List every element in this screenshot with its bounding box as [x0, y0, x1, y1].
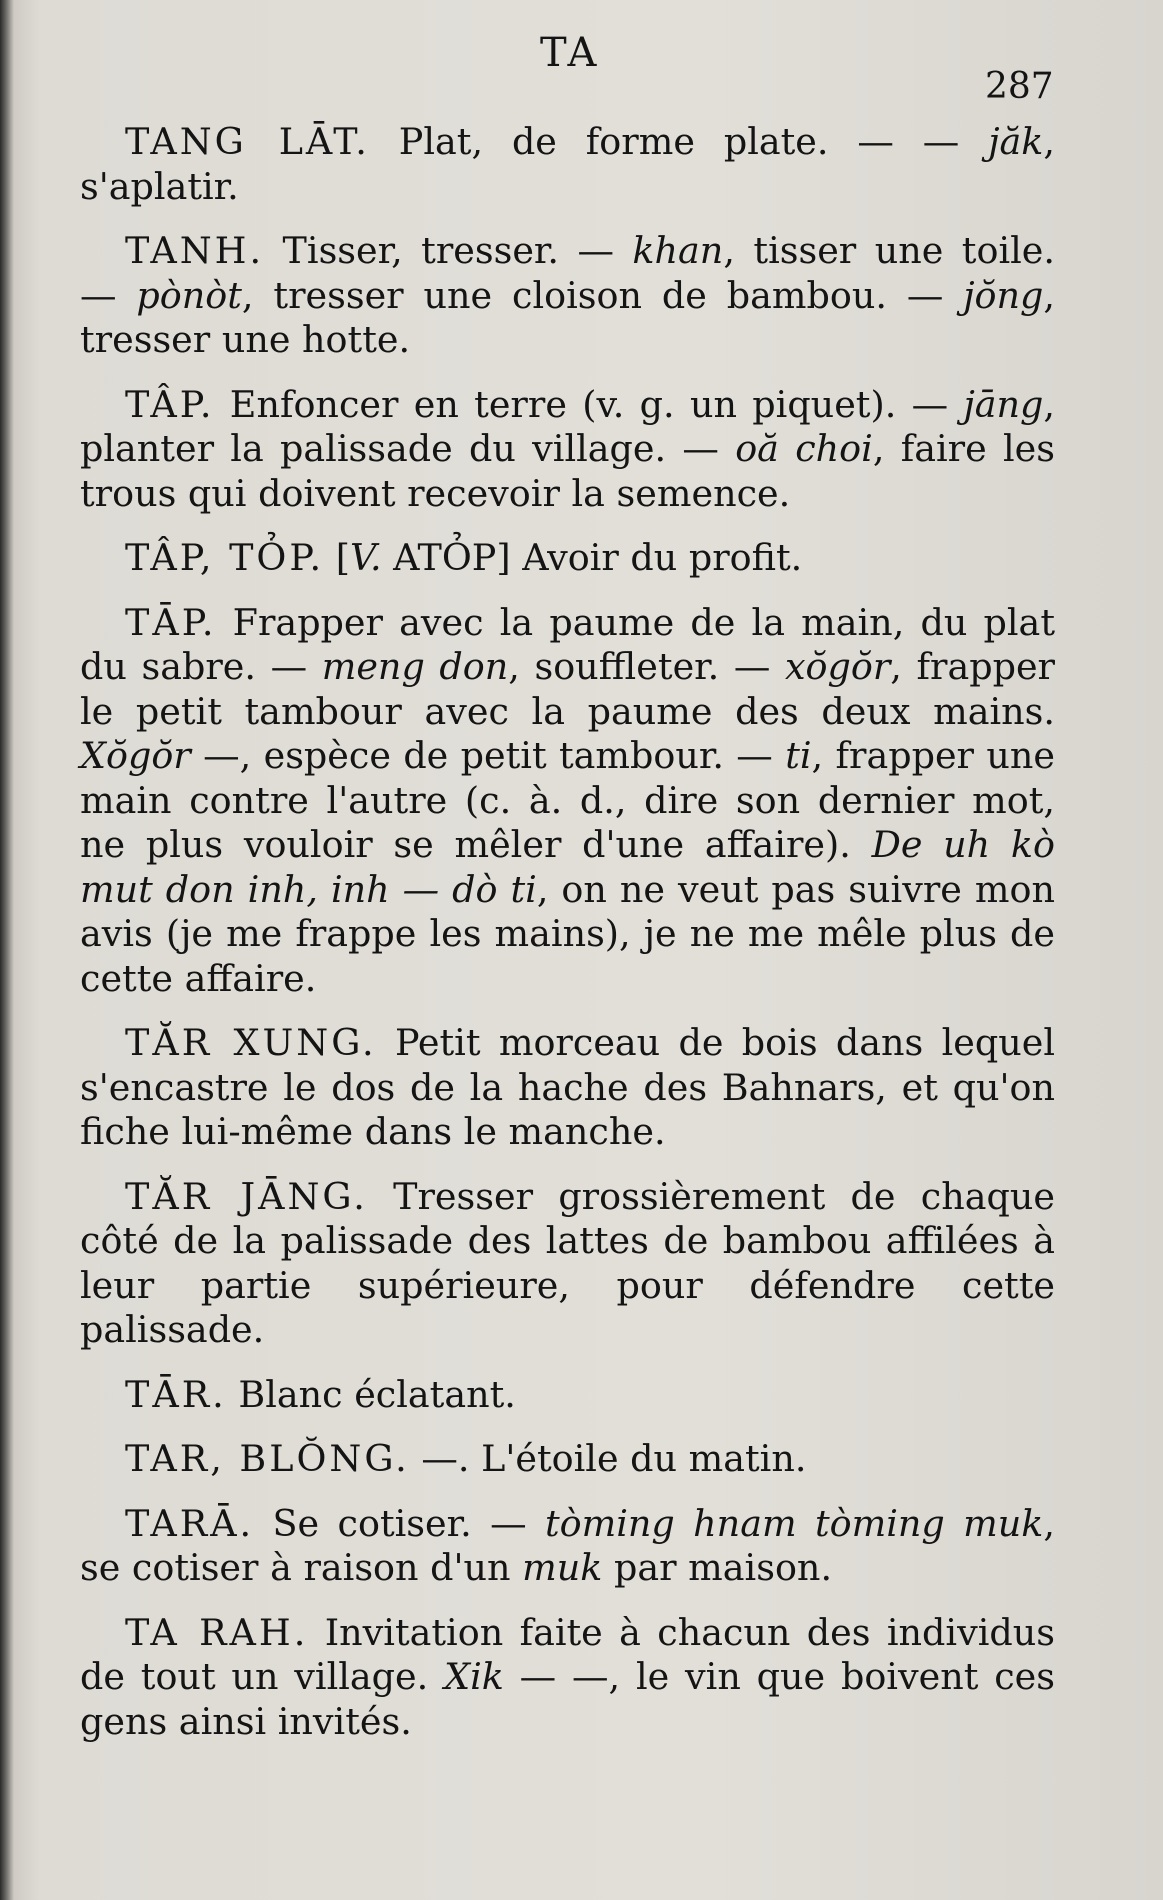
entry-headword: TARĀ.	[125, 1501, 255, 1545]
entry-headword: TĀP.	[125, 600, 217, 644]
page-header	[0, 30, 1163, 107]
entry-headword: TA RAH.	[125, 1610, 309, 1654]
entry-headword: TĂR JĀNG.	[125, 1174, 368, 1218]
entry-italic-term: muk	[522, 1546, 603, 1589]
dictionary-entry: TĀR. Blanc éclatant.	[125, 1372, 516, 1416]
entry-italic-term: khan	[632, 229, 724, 272]
page-number: 287	[985, 66, 1054, 107]
entry-headword: TÂP.	[125, 382, 215, 426]
dictionary-entry: TÂP, TỎP. [V. ATỎP] Avoir du profit.	[125, 536, 803, 579]
entry-italic-term: De uh kò mut don inh, inh — dò ti	[80, 823, 1055, 911]
entry-italic-term: pònòt	[136, 273, 242, 317]
entry-italic-term: Xŏgŏr	[80, 734, 191, 777]
dictionary-entry: TANG LĀT. Plat, de forme plate. — — jăk, s'aplatir.	[80, 120, 1055, 208]
entry-italic-term: oă choi	[735, 427, 873, 470]
dictionary-entry: TÂP. Enfoncer en terre (v. g. un piquet). — jāng, planter la palissade du village. — oă choi, faire les trous qui doivent recevoir la semence.	[80, 382, 1056, 515]
dictionary-entry: TARĀ. Se cotiser. — tòming hnam tòming muk, se cotiser à raison d'un muk par maison.	[80, 1501, 1055, 1589]
entry-italic-term: Xik	[444, 1655, 504, 1698]
dictionary-entries	[80, 120, 1055, 1764]
entry-italic-term: jŏng	[963, 273, 1044, 317]
entry-italic-term: meng don	[321, 645, 509, 688]
dictionary-entry: TĀP. Frapper avec la paume de la main, du plat du sabre. — meng don, souffleter. — xŏgŏr, frapper le petit tambour avec la paume des deux mains. Xŏgŏr —, espèce de petit tambour. — ti, frapper une main contre l'autre (c. à. d., dire son dernier mot, ne plus vouloir se mêler d'une affaire). De uh kò mut don inh, inh — dò ti, on ne veut pas suivre mon avis (je me frappe les mains), je ne me mêle plus de cette affaire.	[80, 600, 1056, 1000]
entry-headword: TĀR.	[125, 1372, 227, 1416]
dictionary-entry: TANH. Tisser, tresser. — khan, tisser une toile. — pònòt, tresser une cloison de bambou. — jŏng, tresser une hotte.	[80, 229, 1056, 361]
entry-headword: TANH.	[125, 229, 265, 272]
dictionary-entry: TĂR XUNG. Petit morceau de bois dans lequel s'encastre le dos de la hache des Bahnars, et qu'on fiche lui-même dans le manche.	[80, 1021, 1055, 1153]
entry-headword: TANG LĀT.	[125, 120, 370, 163]
dictionary-entry: TA RAH. Invitation faite à chacun des individus de tout un village. Xik — —, le vin que boivent ces gens ainsi invités.	[80, 1610, 1055, 1743]
entry-italic-term: V.	[349, 536, 382, 579]
entry-italic-term: jāng	[963, 382, 1044, 426]
section-title: TA	[540, 30, 600, 76]
dictionary-entry: TĂR JĀNG. Tresser grossièrement de chaque côté de la palissade des lattes de bambou affilées à leur partie supérieure, pour défendre cette palissade.	[80, 1174, 1055, 1351]
entry-headword: TAR, BLŎNG.	[125, 1437, 410, 1480]
entry-headword: TÂP, TỎP.	[125, 536, 325, 579]
entry-italic-term: xŏgŏr	[784, 645, 891, 688]
entry-italic-term: jăk	[988, 120, 1044, 163]
entry-italic-term: ti	[785, 734, 812, 777]
entry-italic-term: tòming hnam tòming muk	[544, 1501, 1044, 1545]
entry-headword: TĂR XUNG.	[125, 1021, 377, 1064]
dictionary-entry: TAR, BLŎNG. —. L'étoile du matin.	[125, 1437, 807, 1480]
